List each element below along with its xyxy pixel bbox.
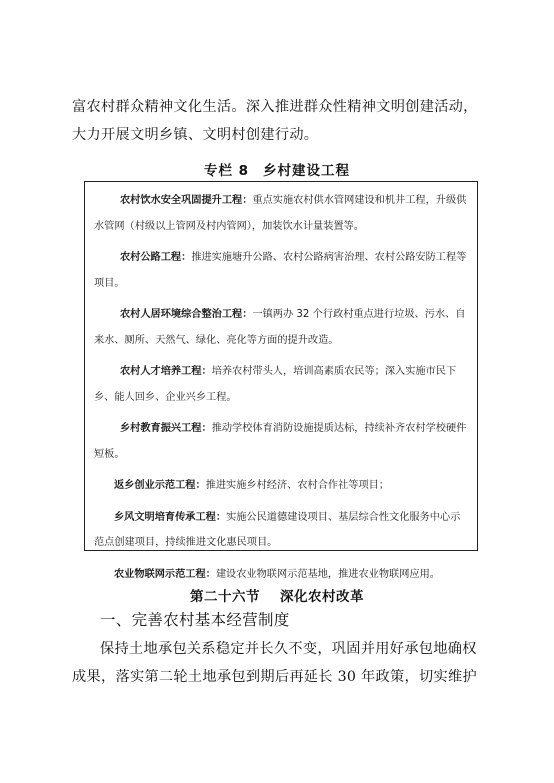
column-item-label: 返乡创业示范工程： — [114, 480, 206, 491]
column-item-text: 推进实施塘升公路、农村公路病害治理、农村公路安防工程等项目。 — [94, 252, 467, 289]
column-number: 专栏 8 — [203, 163, 250, 179]
column-item-label: 农村人才培养工程： — [120, 366, 212, 377]
column-item-entrepreneurship — [94, 473, 468, 499]
subheading: 一、完善农村基本经营制度 — [100, 611, 290, 629]
column-item-roads — [94, 245, 468, 296]
column-item-water — [94, 188, 468, 239]
column-item-label: 农村饮水安全巩固提升工程： — [120, 195, 253, 206]
column-title — [0, 159, 554, 179]
column-item-text: 培养农村带头人，培训高素质农民等；深入实施市民下乡、能人回乡、企业兴乡工程。 — [94, 366, 457, 403]
section-number: 第二十六节 — [190, 589, 260, 605]
section-heading — [0, 585, 554, 605]
column-item-label: 农村公路工程： — [120, 252, 192, 263]
section-title: 深化农村改革 — [280, 589, 364, 605]
column-title-text: 乡村建设工程 — [263, 163, 351, 179]
column-item-label: 农村人居环境综合整治工程： — [120, 309, 253, 320]
column-item-label: 乡村教育振兴工程： — [120, 423, 212, 434]
column-item-text: 推动学校体育消防设施提质达标，持续补齐农村学校硬件短板。 — [94, 423, 467, 460]
column-item-label: 乡风文明培育传承工程： — [114, 511, 227, 523]
body-line-1: 保持土地承包关系稳定并长久不变，巩固并用好承包地确权 — [100, 641, 477, 657]
column-item-iot — [94, 562, 468, 588]
column-item-civility — [94, 505, 468, 556]
column-item-environment — [94, 302, 468, 353]
column-item-text: 建设农业物联网示范基地，推进农业物联网应用。 — [215, 568, 440, 580]
column-item-text: 重点实施农村供水管网建设和机井工程，升级供水管网（村级以上管网及村内管网），加装饮水计量装置等。 — [94, 195, 467, 232]
column-item-education — [94, 416, 468, 467]
body-line-2: 成果，落实第二轮土地承包到期后再延长 30 年政策，切实维护 — [72, 669, 477, 685]
column-item-text: 推进实施乡村经济、农村合作社等项目； — [205, 480, 390, 491]
column-box — [84, 181, 478, 580]
intro-line-1: 富农村群众精神文化生活。深入推进群众性精神文明创建活动， — [72, 99, 478, 115]
column-item-text: 实施公民道德建设项目、基层综合性文化服务中心示范点创建项目，持续推进文化惠民项目。 — [94, 511, 461, 548]
column-item-talent — [94, 359, 468, 410]
intro-line-2: 大力开展文明乡镇、文明村创建行动。 — [72, 127, 319, 143]
column-item-label: 农业物联网示范工程： — [114, 568, 216, 580]
column-item-text: 一镇两办 32 个行政村重点进行垃圾、污水、自来水、厕所、天然气、绿化、亮化等方面的提升改造。 — [94, 309, 466, 346]
